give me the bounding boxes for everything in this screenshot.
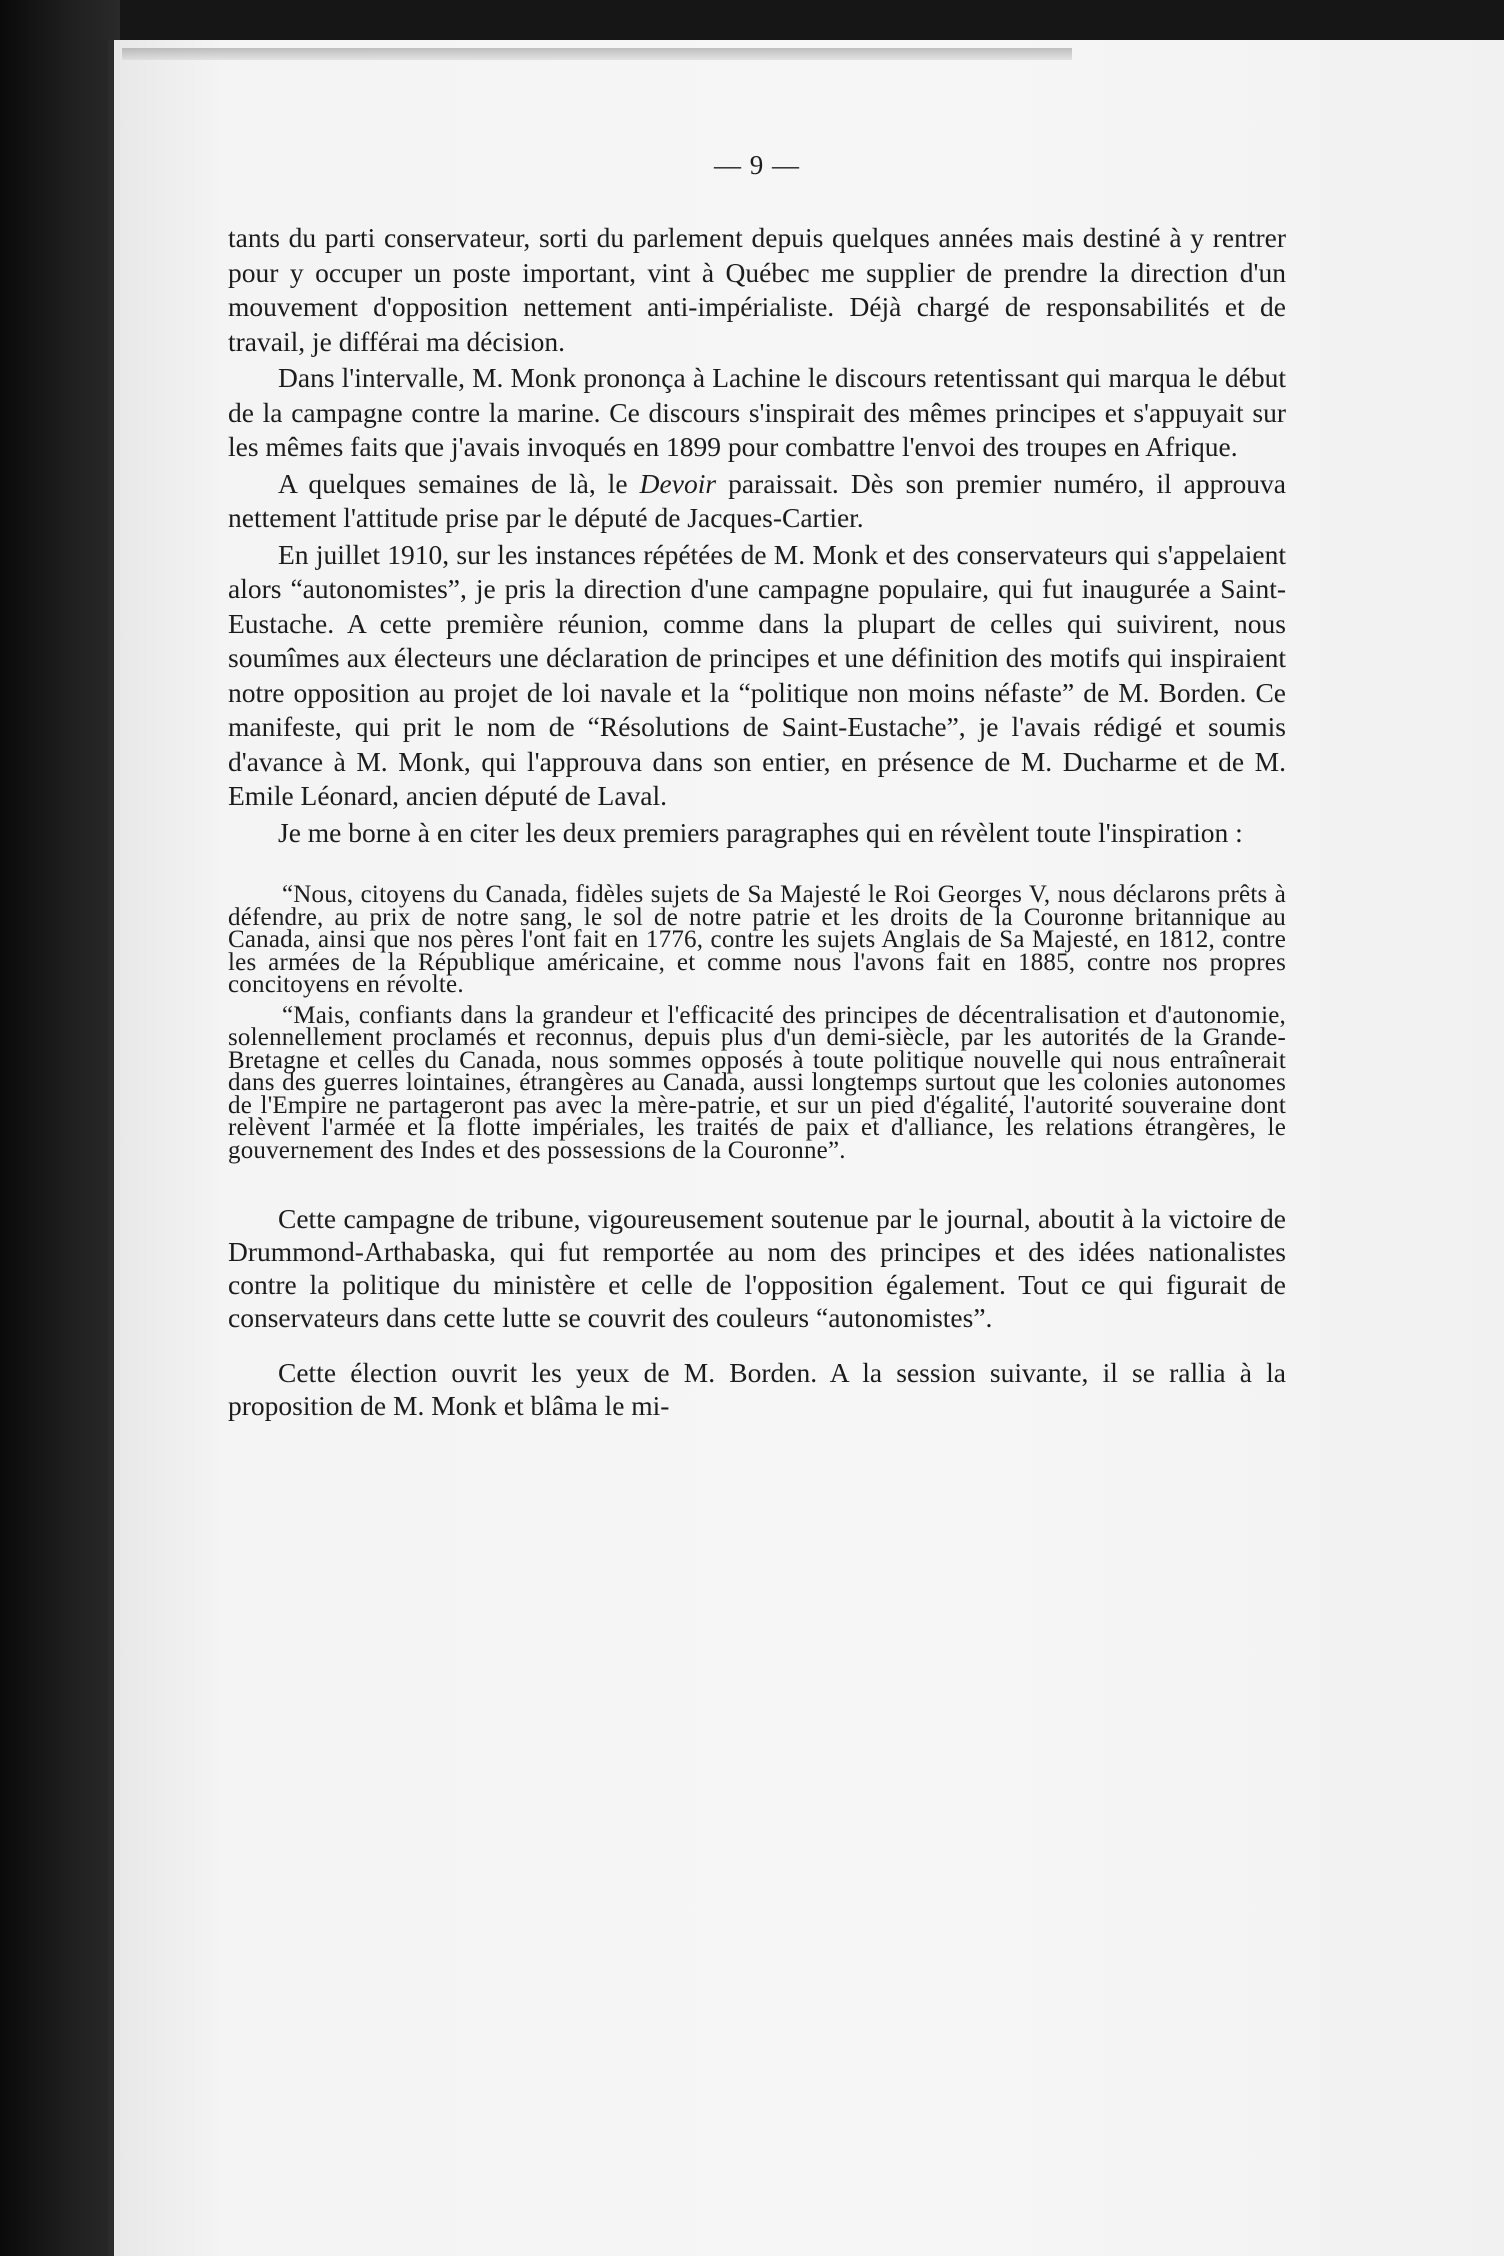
devoir-text-before: A quelques semaines de là, le <box>278 467 640 499</box>
paragraph-lachine-speech: Dans l'intervalle, M. Monk prononça à Lachine le discours retentissant qui marqua le début de la campagne contre la marine. Ce discours s'inspirait des mêmes principes et s'appuyait sur les mêmes faits que j'avais invoqués en 1899 pour combattre l'envoi des troupes en Afrique. <box>228 362 1286 462</box>
paragraph-election: Cette élection ouvrit les yeux de M. Borden. A la session suivante, il se rallia à la proposition de M. Monk et blâma le mi- <box>228 1357 1286 1421</box>
resolutions-quote <box>228 881 1286 1164</box>
page-top-edge <box>122 48 1072 60</box>
book-binding <box>0 0 120 2256</box>
page-content <box>228 150 1286 1422</box>
page-number: — 9 — <box>714 150 800 180</box>
paragraph-campaign: Cette campagne de tribune, vigoureusement soutenue par le journal, aboutit à la victoire de Drummond-Arthabaska, qui fut remportée au nom des principes et des idées nationalistes contre la politique du ministère et celle de l'opposition également. Tout ce qui figurait de conservateurs dans cette lutte se couvrit des couleurs “autonomistes”. <box>228 1203 1286 1333</box>
paragraph-july-1910: En juillet 1910, sur les instances répétées de M. Monk et des conservateurs qui s'appelaient alors “autonomistes”, je pris la direction d'une campagne populaire, qui fut inaugurée a Saint-Eustache. A cette première réunion, comme dans la plupart de celles qui suivirent, nous soumîmes aux électeurs une déclaration de principes et une définition des motifs qui inspiraient notre opposition au projet de loi navale et la “politique non moins néfaste” de M. Borden. Ce manifeste, qui prit le nom de “Résolutions de Saint-Eustache”, je l'avais rédigé et soumis d'avance à M. Monk, qui l'approuva dans son entier, en présence de M. Ducharme et de M. Emile Léonard, ancien député de Laval. <box>228 538 1286 811</box>
paragraph-citation-intro: Je me borne à en citer les deux premiers paragraphes qui en révèlent toute l'inspiration : <box>278 816 1243 848</box>
quote-paragraph-2: “Mais, confiants dans la grandeur et l'efficacité des principes de décentralisation et d'autonomie, solennellement proclamés et reconnus, depuis plus d'un demi-siècle, par les autorités de la Grande-Bretagne et celles du Canada, nous sommes opposés à toute politique nouvelle qui nous entraînerait dans des guerres lointaines, étrangères au Canada, aussi longtemps surtout que les colonies autonomes de l'Empire ne partageront pas avec la mère-patrie, et sur un pied d'égalité, l'autorité souveraine dont relèvent l'armée et la flotte impériales, les traités de paix et d'alliance, les relations étrangères, le gouvernement des Indes et des possessions de la Couronne”. <box>228 1001 1286 1164</box>
devoir-text-after: paraissait. Dès son premier numéro, il approuva nettement l'attitude prise par le député de Jacques-Cartier. <box>228 467 1287 533</box>
devoir-title: Devoir <box>639 467 717 499</box>
paragraph-devoir <box>228 467 1286 536</box>
paragraph-continuation: tants du parti conservateur, sorti du parlement depuis quelques années mais destiné à y rentrer pour y occuper un poste important, vint à Québec me supplier de prendre la direction d'un mouvement d'opposition nettement anti-impérialiste. Déjà chargé de responsabilités et de travail, je différai ma décision. <box>228 222 1286 357</box>
quote-paragraph-1: “Nous, citoyens du Canada, fidèles sujets de Sa Majesté le Roi Georges V, nous déclarons prêts à défendre, au prix de notre sang, le sol de notre patrie et les droits de la Couronne britannique au Canada, ainsi que nos pères l'ont fait en 1776, contre les sujets Anglais de Sa Majesté, en 1812, contre les armées de la République américaine, et comme nous l'avons fait en 1885, contre nos propres concitoyens en révolte. <box>228 881 1286 998</box>
